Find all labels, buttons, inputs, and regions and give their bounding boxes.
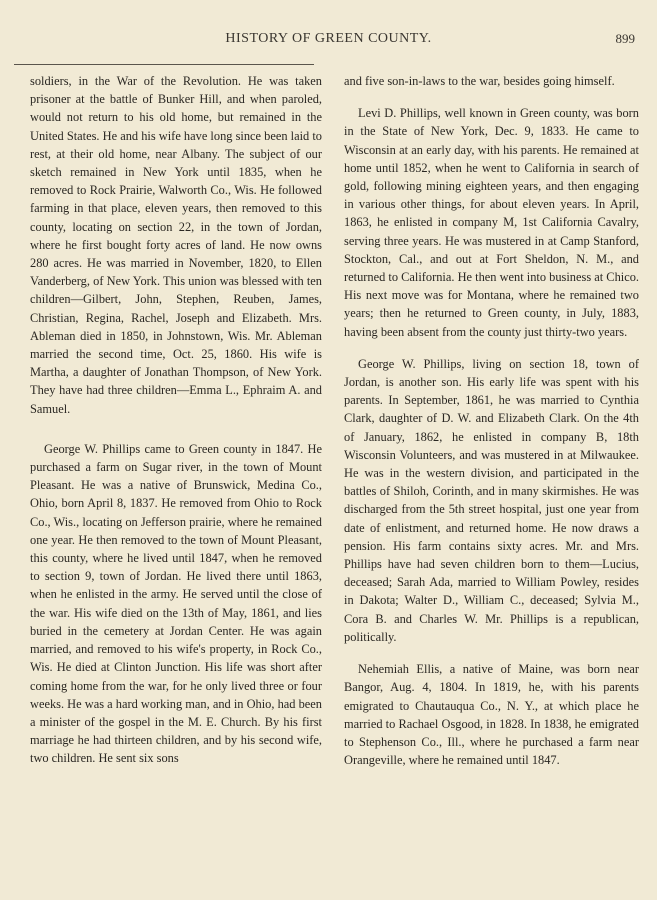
paragraph-sons-to-war: and five son-in-laws to the war, besides going himself. bbox=[344, 74, 615, 88]
header-rule bbox=[14, 64, 314, 65]
paragraph-george-w-phillips-jr: George W. Phillips, living on section 18, town of Jordan, is another son. His early life was spent with his parents. In September, 1861, he was married to Cynthia Clark, daughter of D. W. and Elizabeth Clark. On the 4th of January, 1862, he enlisted in company B, 18th Wisconsin Volunteers, and was mustered in at Milwaukee. He was in the western division, and participated in the battles of Shiloh, Corinth, and in many skirmishes. He was discharged from the 5th street hospital, just one year from date of enlistment, and returned home. He now draws a pension. His farm contains sixty acres. Mr. and Mrs. Phillips have had seven children born to them—Lucius, deceased; Sarah Ada, married to William Powley, resides in Dakota; Walter D., William C., deceased; Sylvia M., Cora B. and Charles W. Mr. Phillips is a republican, politically. bbox=[344, 356, 639, 644]
left-column bbox=[30, 72, 322, 768]
page-title: HISTORY OF GREEN COUNTY. bbox=[225, 31, 432, 46]
paragraph-levi-d-phillips: Levi D. Phillips, well known in Green county, was born in the State of New York, Dec. 9, 1833. He came to Wisconsin at an early day, with his parents. He remained at home until 1852, when he went to California in search of gold, following mining eighteen years, and then engaging in various other things, for about eleven years. In April, 1863, he enlisted in company M, 1st California Cavalry, serving three years. He was mustered in at Camp Stanford, Stockton, Cal., and out at Fort Sheldon, N. M., and returned to California. He then went into business at Chico. His next move was for Montana, where he remained two years; then he returned to Green county, in July, 1883, having been absent from the county just thirty-two years. bbox=[344, 106, 639, 339]
page-number: 899 bbox=[615, 31, 635, 46]
paragraph-nehemiah-ellis: Nehemiah Ellis, a native of Maine, was born near Bangor, Aug. 4, 1804. In 1819, he, with his parents emigrated to Chautauqua Co., N. Y., at which place he married to Rachael Osgood, in 1828. In 1838, he emigrated to Stephenson Co., Ill., where he purchased a farm near Orangeville, where he remained until 1847. bbox=[344, 662, 639, 768]
paragraph-george-w-phillips-sr: George W. Phillips came to Green county in 1847. He purchased a farm on Sugar river, in the town of Mount Pleasant. He was a native of Brunswick, Medina Co., Ohio, born April 8, 1837. He removed from Ohio to Rock Co., Wis., locating on Jefferson prairie, where he remained one year. He then removed to the town of Mount Pleasant, this county, where he lived until 1847, when he removed to section 9, town of Jordan. He lived there until 1863, when he enlisted in the army. He served until the close of the war. His wife died on the 13th of May, 1861, and lies buried in the cemetery at Jordan Center. He was again married, and removed to his wife's property, in Rock Co., Wis. He died at Clinton Junction. His life was short after coming home from the war, for he only lived three or four weeks. He was a hard working man, and in Ohio, had been a minister of the gospel in the M. E. Church. By his first marriage he had thirteen children, and by his second wife, two children. He sent six sons bbox=[30, 441, 322, 766]
right-column bbox=[344, 72, 639, 769]
paragraph-ableman-continued: soldiers, in the War of the Revolution. He was taken prisoner at the battle of Bunker Hill, and when paroled, would not return to his old home, but remained in the United States. He and his wife have long since been laid to rest, at their old home, near Albany. The subject of our sketch remained in New York until 1835, when he removed to Rock Prairie, Walworth Co., Wis. He followed farming in that place, eleven years, then removed to this county, locating on section 22, in the town of Jordan, where he first bought forty acres of land. He now owns 280 acres. He was married in November, 1820, to Ellen Vanderberg, of New York. This union was blessed with ten children—Gilbert, John, Stephen, Reuben, James, Christian, Regina, Rachel, Joseph and Elizabeth. Mrs. Ableman died in 1850, in Johnstown, Wis. Mr. Ableman married the second time, Oct. 25, 1860. His wife is Martha, a daughter of Jonathan Thompson, of New York. They have had three children—Emma L., Ephraim A. and Samuel. bbox=[30, 74, 322, 416]
running-head bbox=[0, 31, 657, 53]
